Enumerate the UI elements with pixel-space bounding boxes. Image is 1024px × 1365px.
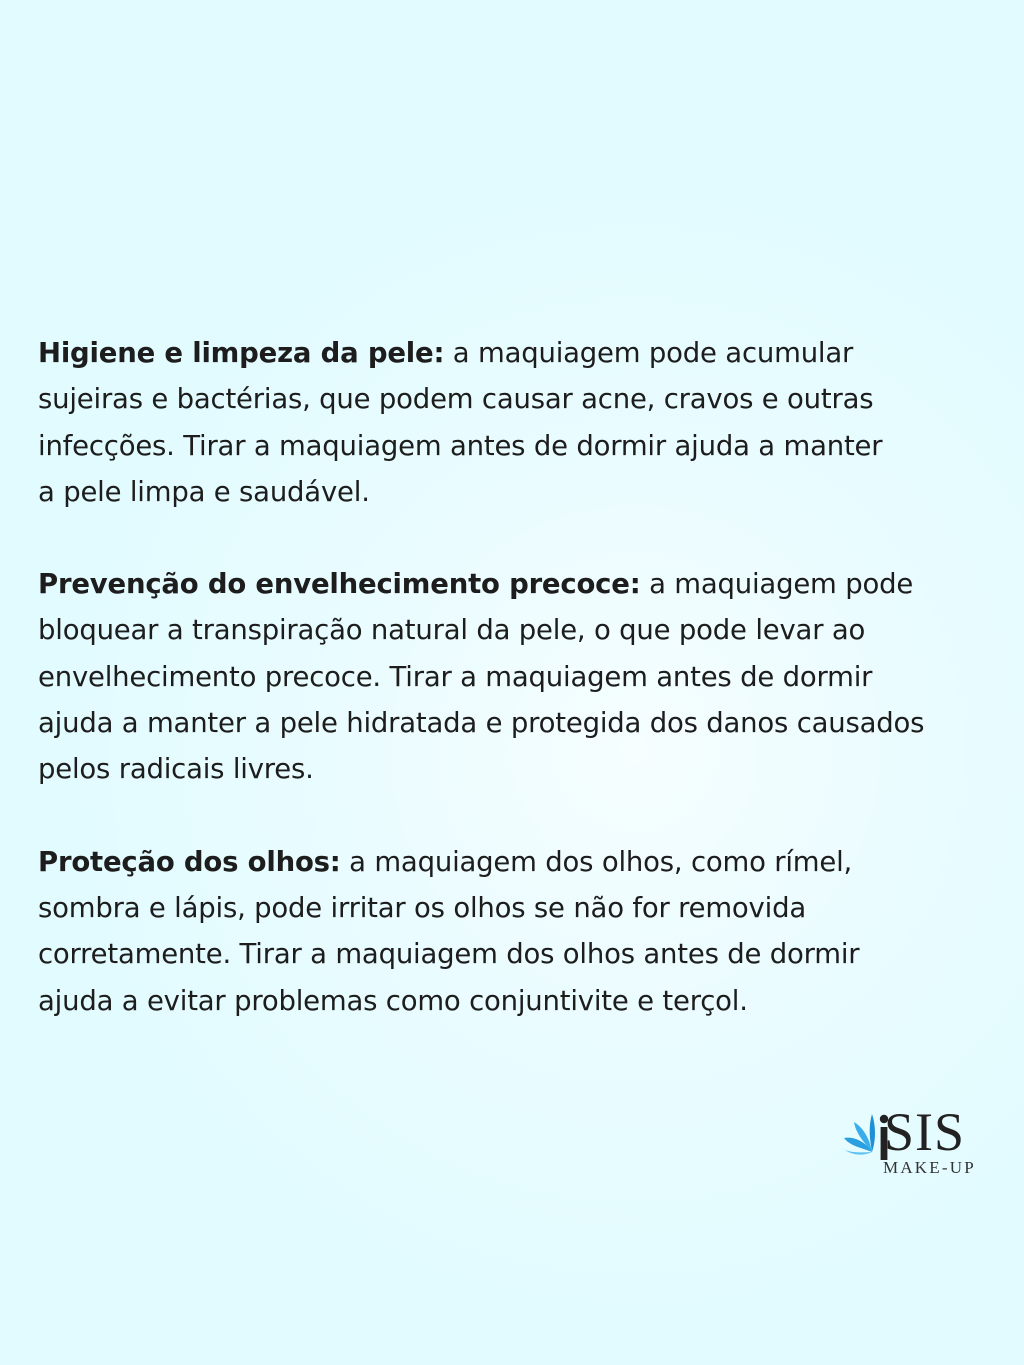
article-content — [38, 330, 998, 1070]
paragraph-lead: Prevenção do envelhecimento precoce: — [38, 568, 641, 601]
paragraph-skin-hygiene — [38, 330, 998, 515]
paragraph-lead: Proteção dos olhos: — [38, 845, 341, 878]
brand-logo — [842, 1104, 992, 1182]
paragraph-body: a maquiagem dos olhos, como rímel, sombra e lápis, pode irritar os olhos se não for removida corretamente. Tirar a maquiagem dos olhos antes de dormir ajuda a evitar problemas como conjuntivite e terçol. — [38, 845, 860, 1017]
paragraph-lead: Higiene e limpeza da pele: — [38, 337, 445, 369]
brand-wordmark: SIS — [884, 1102, 966, 1162]
paragraph-eye-protection — [38, 839, 998, 1024]
brand-tagline: MAKE-UP — [883, 1158, 976, 1177]
paragraph-aging-prevention — [38, 561, 998, 792]
lotus-icon — [842, 1108, 890, 1160]
paragraph-body: a maquiagem pode acumular sujeiras e bactérias, que podem causar acne, cravos e outras infecções. Tirar a maquiagem antes de dormir ajuda a manter a pele limpa e saudável. — [38, 337, 883, 508]
paragraph-body: a maquiagem pode bloquear a transpiração natural da pele, o que pode levar ao envelhecimento precoce. Tirar a maquiagem antes de dormir ajuda a manter a pele hidratada e protegida dos danos causados pelos radicais livres. — [38, 568, 925, 786]
